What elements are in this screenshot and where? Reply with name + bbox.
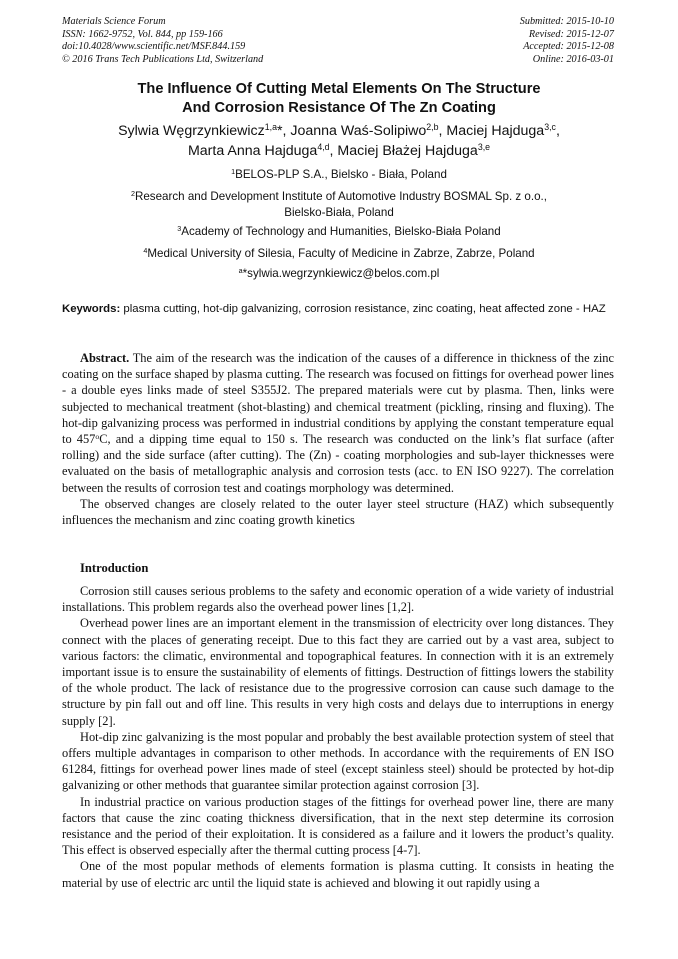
author-affil-mark: 2,b [426, 122, 439, 133]
journal-info [62, 16, 263, 66]
affil-text: BELOS-PLP S.A., Bielsko - Biała, Poland [235, 168, 447, 181]
introduction-body [62, 583, 614, 891]
author-name: Marta Anna Hajduga [187, 142, 318, 159]
degree-mark: o [95, 431, 100, 441]
journal-issn: ISSN: 1662-9752, Vol. 844, pp 159-166 [62, 28, 223, 40]
corresponding-email [40, 266, 638, 282]
affiliation-4 [40, 246, 638, 262]
affiliation-2 [40, 189, 638, 220]
author-affil-mark: 3,e [477, 141, 491, 152]
date-submitted: Submitted: 2015-10-10 [519, 16, 614, 27]
author-affil-mark: 3,c [544, 122, 556, 133]
section-heading-introduction: Introduction [80, 561, 149, 575]
date-online: Online: 2016-03-01 [532, 53, 614, 65]
corresponding-mark: *, [276, 123, 291, 139]
affil-number: 2 [130, 189, 135, 199]
affiliation-3 [40, 224, 638, 240]
abstract-paragraph-1 [62, 350, 614, 496]
title-line-1: The Influence Of Cutting Metal Elements On The Structure [137, 81, 541, 97]
intro-paragraph-4: In industrial practice on various production stages of the fittings for overhead power line, there are many factors that cause the zinc coating thickness diversification, that in the next step determine its corrosion resistance and the period of their exploitation. It is considered as a failure and it lowers the product’s quality. This effect is observed especially after the thermal cutting process [4-7]. [62, 794, 614, 858]
email-mark: a [238, 266, 243, 276]
journal-name: Materials Science Forum [62, 16, 166, 27]
affil-text: Research and Development Institute of Automotive Industry BOSMAL Sp. z o.o., [134, 190, 547, 203]
journal-doi: doi:10.4028/www.scientific.net/MSF.844.159 [62, 41, 246, 53]
email-address[interactable]: *sylwia.wegrzynkiewicz@belos.com.pl [242, 267, 440, 280]
submission-dates [520, 16, 614, 66]
author-name: , Maciej Błażej Hajduga [329, 142, 478, 159]
abstract [62, 350, 614, 528]
abstract-label: Abstract. [80, 351, 130, 365]
author-name: , Maciej Hajduga [438, 123, 545, 139]
author-line-1 [30, 122, 648, 142]
author-name: Joanna Waś-Solipiwo [290, 123, 427, 139]
affil-text: Bielsko-Biała, Poland [284, 205, 394, 219]
author-separator: , [555, 123, 560, 139]
date-revised: Revised: 2015-12-07 [528, 28, 614, 40]
keywords-label: Keywords: [62, 303, 121, 315]
abstract-paragraph-2: The observed changes are closely related to the outer layer steel structure (HAZ) which subsequently influences the mechanism and zinc coating growth kinetics [62, 496, 614, 528]
affil-number: 4 [143, 246, 148, 256]
abstract-text: C, and a dipping time equal to 150 s. The research was conducted on the link’s flat surface (after rolling) and the side surface (after cutting). The (Zn) - coating morphologies and sub-layer thicknesses were evaluated on the basis of metallographic analysis and corrosion tests (acc. to EN ISO 9227). The correlation between the results of corrosion test and coatings morphology was determined. [62, 432, 615, 495]
affil-number: 1 [231, 167, 236, 177]
affil-text: Medical University of Silesia, Faculty of Medicine in Zabrze, Zabrze, Poland [147, 247, 535, 260]
author-line-2 [30, 142, 648, 162]
date-accepted: Accepted: 2015-12-08 [523, 41, 614, 53]
title-line-2: And Corrosion Resistance Of The Zn Coating [182, 100, 496, 116]
affiliation-1 [40, 167, 638, 183]
affil-text: Academy of Technology and Humanities, Bielsko-Biała Poland [181, 225, 501, 238]
affil-number: 3 [177, 224, 182, 234]
author-list [30, 122, 648, 161]
paper-title [40, 80, 638, 118]
abstract-text: The aim of the research was the indication of the causes of a difference in thickness of the zinc coating on the surface shaped by plasma cutting. The research was focused on fittings for overhead power lines - a double eyes links made of steel S355J2. The prepared materials were cut by plasma. Then, links were subjected to mechanical treatment (shot-blasting) and chemical treatment (pickling, rinsing and fluxing). The hot-dip galvanizing process was performed in industrial conditions by applying the constant temperature equal to 457 [62, 351, 614, 447]
journal-copyright: © 2016 Trans Tech Publications Ltd, Switzerland [62, 53, 264, 65]
intro-paragraph-1: Corrosion still causes serious problems to the safety and economic operation of a wide variety of industrial installations. This problem regards also the overhead power lines [1,2]. [62, 584, 614, 615]
author-name: Sylwia Węgrzynkiewicz [118, 123, 265, 139]
author-affil-mark: 1,a [264, 122, 277, 133]
author-affil-mark: 4,d [317, 141, 330, 152]
intro-paragraph-2: Overhead power lines are an important element in the transmission of electricity over long distances. They connect with the places of generating receipt. Due to this fact they are carried out by a vast area, subject to various factors: the climatic, environmental and topographical features. In connection with it is an extremely important issue is to ensure the sustainability of elements of fittings. Destruction of fittings lowers the stability of the whole product. The lack of resistance due to the progressive corrosion can cause such damage to the structure by pin fall out and off line. This results in very high costs and delays due to interruptions in energy supply [2]. [62, 616, 614, 728]
keywords-text: plasma cutting, hot-dip galvanizing, corrosion resistance, zinc coating, heat affected zone - HAZ [120, 303, 606, 315]
intro-paragraph-5: One of the most popular methods of elements formation is plasma cutting. It consists in heating the material by use of electric arc until the liquid state is achieved and blowing it out rapidly using a [62, 859, 614, 890]
keywords [62, 301, 614, 317]
intro-paragraph-3: Hot-dip zinc galvanizing is the most popular and probably the best available protection system of steel that offers multiple advantages in comparison to other methods. In accordance with the requirements of EN ISO 61284, fittings for overhead power lines made of steel (except stainless steel) should be protected by hot-dip galvanizing or other methods that guarantee similar protection against corrosion [3]. [62, 729, 614, 793]
